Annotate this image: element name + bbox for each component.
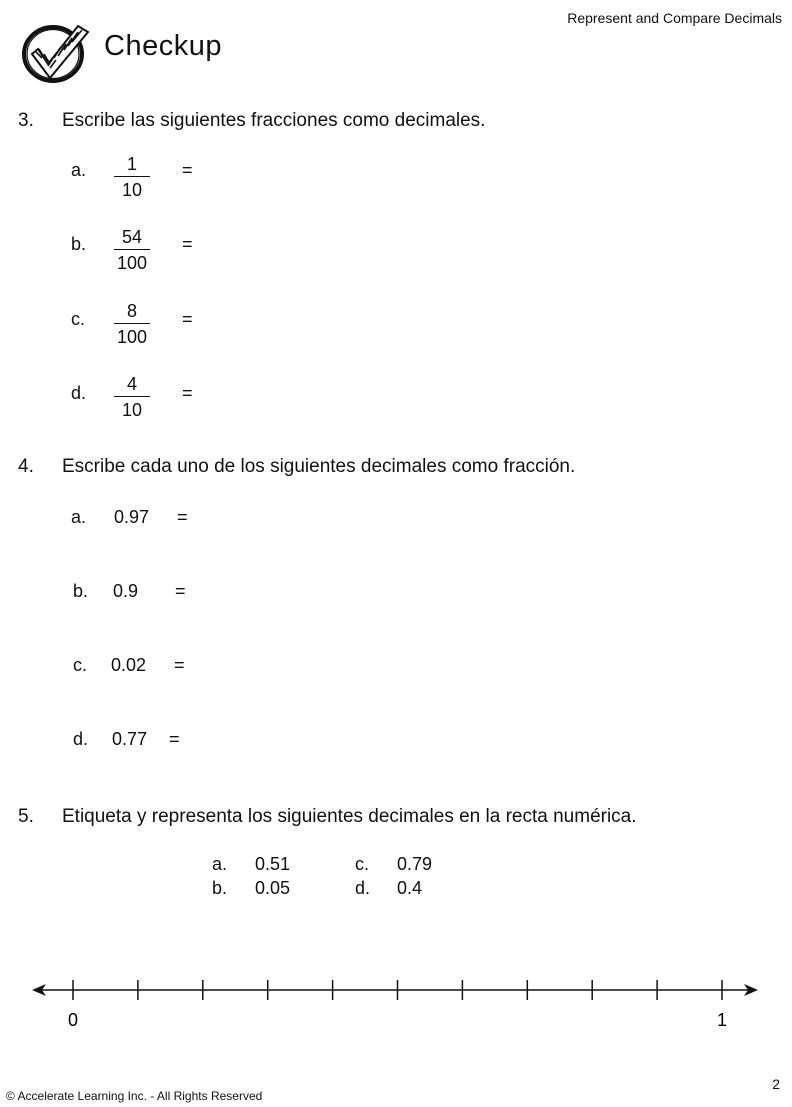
q3-item-d-fraction (112, 373, 152, 421)
question-4-prompt: Escribe cada uno de los siguientes decimales como fracción. (62, 456, 576, 477)
q3-item-b-fraction (112, 226, 152, 274)
q4-item-d-letter: d. (73, 729, 89, 749)
fraction-denominator: 10 (121, 180, 143, 200)
q5-option-d-value: 0.4 (397, 878, 423, 898)
q4-item-a-letter: a. (71, 507, 87, 527)
question-3-number: 3. (18, 110, 34, 131)
q4-item-b-letter: b. (73, 581, 89, 601)
fraction-bar (114, 396, 150, 397)
page-number: 2 (772, 1076, 780, 1092)
fraction-numerator: 4 (126, 374, 137, 394)
document-subtitle: Represent and Compare Decimals (567, 10, 782, 26)
q5-option-a-value: 0.51 (255, 854, 291, 874)
q5-option-b-letter: b. (212, 878, 228, 898)
fraction-denominator: 10 (121, 400, 143, 420)
number-line-end-label: 1 (716, 1010, 728, 1030)
fraction-bar (114, 249, 150, 250)
number-line[interactable] (0, 960, 792, 1030)
q4-item-a-equals: = (177, 507, 188, 527)
page-title: Checkup (104, 30, 222, 62)
fraction-numerator: 54 (121, 227, 143, 247)
fraction-denominator: 100 (116, 253, 148, 273)
q5-option-c-letter: c. (355, 854, 370, 874)
q4-item-b-equals: = (175, 581, 186, 601)
q3-item-a-equals: = (182, 160, 193, 180)
q4-item-b-decimal: 0.9 (113, 581, 139, 601)
q3-item-d-letter: d. (71, 383, 87, 403)
fraction-numerator: 8 (126, 301, 137, 321)
q4-item-d-decimal: 0.77 (112, 729, 148, 749)
q4-item-d-equals: = (169, 729, 180, 749)
checkmark-circle-icon (20, 18, 92, 84)
q4-item-a-decimal: 0.97 (114, 507, 150, 527)
question-3-prompt: Escribe las siguientes fracciones como decimales. (62, 110, 486, 131)
question-4-number: 4. (18, 456, 34, 477)
q3-item-b-letter: b. (71, 234, 87, 254)
fraction-bar (114, 176, 150, 177)
fraction-bar (114, 323, 150, 324)
number-line-start-label: 0 (67, 1010, 79, 1030)
q4-item-c-letter: c. (73, 655, 88, 675)
q5-option-b-value: 0.05 (255, 878, 291, 898)
q5-option-d-letter: d. (355, 878, 371, 898)
q3-item-b-equals: = (182, 234, 193, 254)
q5-option-c-value: 0.79 (397, 854, 433, 874)
q3-item-c-letter: c. (71, 309, 86, 329)
q4-item-c-equals: = (174, 655, 185, 675)
q3-item-a-letter: a. (71, 160, 87, 180)
fraction-numerator: 1 (126, 154, 137, 174)
q3-item-d-equals: = (182, 383, 193, 403)
question-5-number: 5. (18, 806, 34, 827)
fraction-denominator: 100 (116, 327, 148, 347)
q3-item-a-fraction (112, 153, 152, 201)
q3-item-c-fraction (112, 300, 152, 348)
q4-item-c-decimal: 0.02 (111, 655, 147, 675)
copyright-notice: © Accelerate Learning Inc. - All Rights Reserved (6, 1089, 263, 1103)
q3-item-c-equals: = (182, 309, 193, 329)
question-5-prompt: Etiqueta y representa los siguientes decimales en la recta numérica. (62, 806, 637, 827)
q5-option-a-letter: a. (212, 854, 228, 874)
